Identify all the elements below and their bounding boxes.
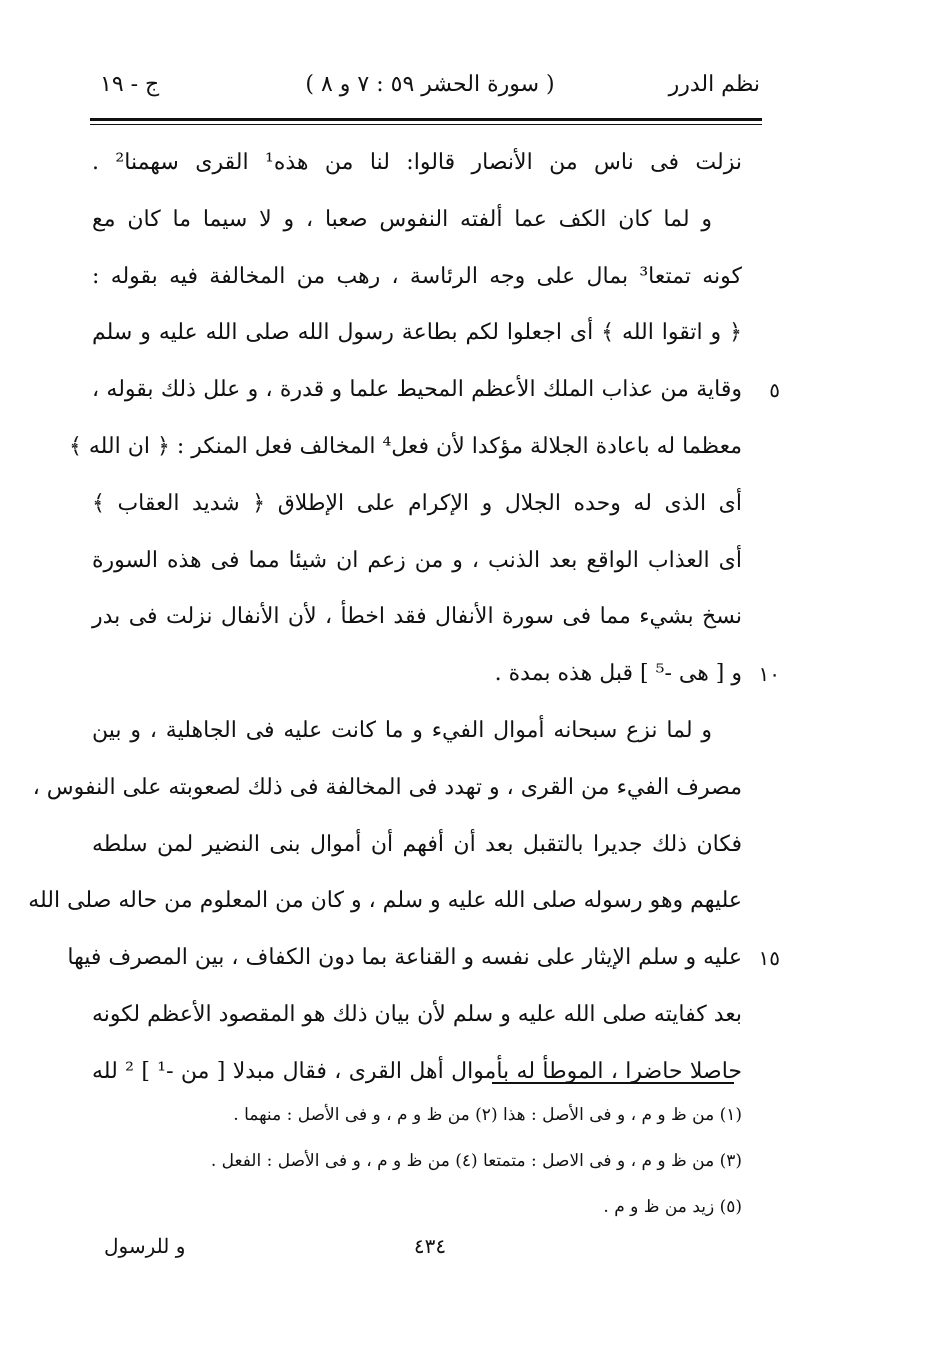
text-line: وقاية من عذاب الملك الأعظم المحيط علما و قدرة ، و علل ذلك بقوله ، (92, 377, 742, 403)
text-line: حاصلا حاضرا ، الموطأ له بأموال أهل القرى ، فقال مبدلا [ من -¹ ] ² لله (92, 1058, 742, 1084)
text-line: فكان ذلك جديرا بالتقبل بعد أن أفهم أن أموال بنى النضير لمن سلطه (92, 831, 742, 857)
line-number: ١٥ (758, 946, 780, 971)
text-line: أى العذاب الواقع بعد الذنب ، و من زعم ان شيئا مما فى هذه السورة (92, 547, 742, 573)
text-line: معظما له باعادة الجلالة مؤكدا لأن فعل⁴ المخالف فعل المنكر : ﴿ ان الله ﴾ (68, 433, 742, 459)
catchword: و للرسول (104, 1234, 186, 1258)
surah-reference: ( سورة الحشر ٥٩ : ٧ و ٨ ) (305, 72, 555, 97)
page-number: ٤٣٤ (413, 1234, 447, 1258)
text-line: نسخ بشيء مما فى سورة الأنفال فقد اخطأ ، لأن الأنفال نزلت فى بدر (92, 604, 742, 630)
footnote: (٥) زيد من ظ و م . (603, 1197, 742, 1217)
text-line-with-number (92, 646, 780, 703)
footnotes (210, 1092, 742, 1230)
volume-number: ج - ١٩ (100, 72, 160, 97)
main-text (28, 135, 780, 1101)
footnote: (١) من ظ و م ، و فى الأصل : هذا (٢) من ظ و م ، و فى الأصل : منهما . (233, 1105, 742, 1125)
text-line: بعد كفايته صلى الله عليه و سلم لأن بيان ذلك هو المقصود الأعظم لكونه (92, 1001, 742, 1027)
text-line: عليه و سلم الإيثار على نفسه و القناعة بما دون الكفاف ، بين المصرف فيها (67, 945, 742, 971)
line-number: ١٠ (758, 662, 780, 687)
text-line: مصرف الفيء من القرى ، و تهدد فى المخالفة فى ذلك لصعوبته على النفوس ، (32, 774, 742, 800)
text-line: و [ هى -⁵ ] قبل هذه بمدة . (494, 661, 742, 687)
text-line-with-number (67, 930, 780, 987)
text-line-with-number (92, 362, 780, 419)
running-header (100, 72, 760, 112)
text-line: كونه تمتعا³ بمال على وجه الرئاسة ، رهب من المخالفة فيه بقوله : (92, 263, 743, 289)
page-footer (100, 1234, 760, 1270)
header-rule (90, 118, 762, 121)
footnote: (٣) من ظ و م ، و فى الاصل : متمتعا (٤) من ظ و م ، و فى الأصل : الفعل . (210, 1151, 742, 1171)
book-title: نظم الدرر (668, 72, 760, 97)
text-line: عليهم وهو رسوله صلى الله عليه و سلم ، و كان من المعلوم من حاله صلى الله (28, 888, 742, 914)
text-line: ﴿ و اتقوا الله ﴾ أى اجعلوا لكم بطاعة رسول الله صلى الله عليه و سلم (92, 320, 742, 346)
text-line: و لما نزع سبحانه أموال الفيء و ما كانت عليه فى الجاهلية ، و بين (92, 717, 712, 743)
header-rule-thin (90, 124, 762, 125)
text-line: نزلت فى ناس من الأنصار قالوا: لنا من هذه¹ القرى سهمنا² . (92, 150, 742, 175)
line-number: ٥ (769, 378, 780, 403)
footnote-rule (492, 1082, 734, 1084)
text-line: أى الذى له وحده الجلال و الإكرام على الإطلاق ﴿ شديد العقاب ﴾ (92, 490, 742, 516)
text-line: و لما كان الكف عما ألفته النفوس صعبا ، و لا سيما ما كان مع (92, 206, 712, 232)
